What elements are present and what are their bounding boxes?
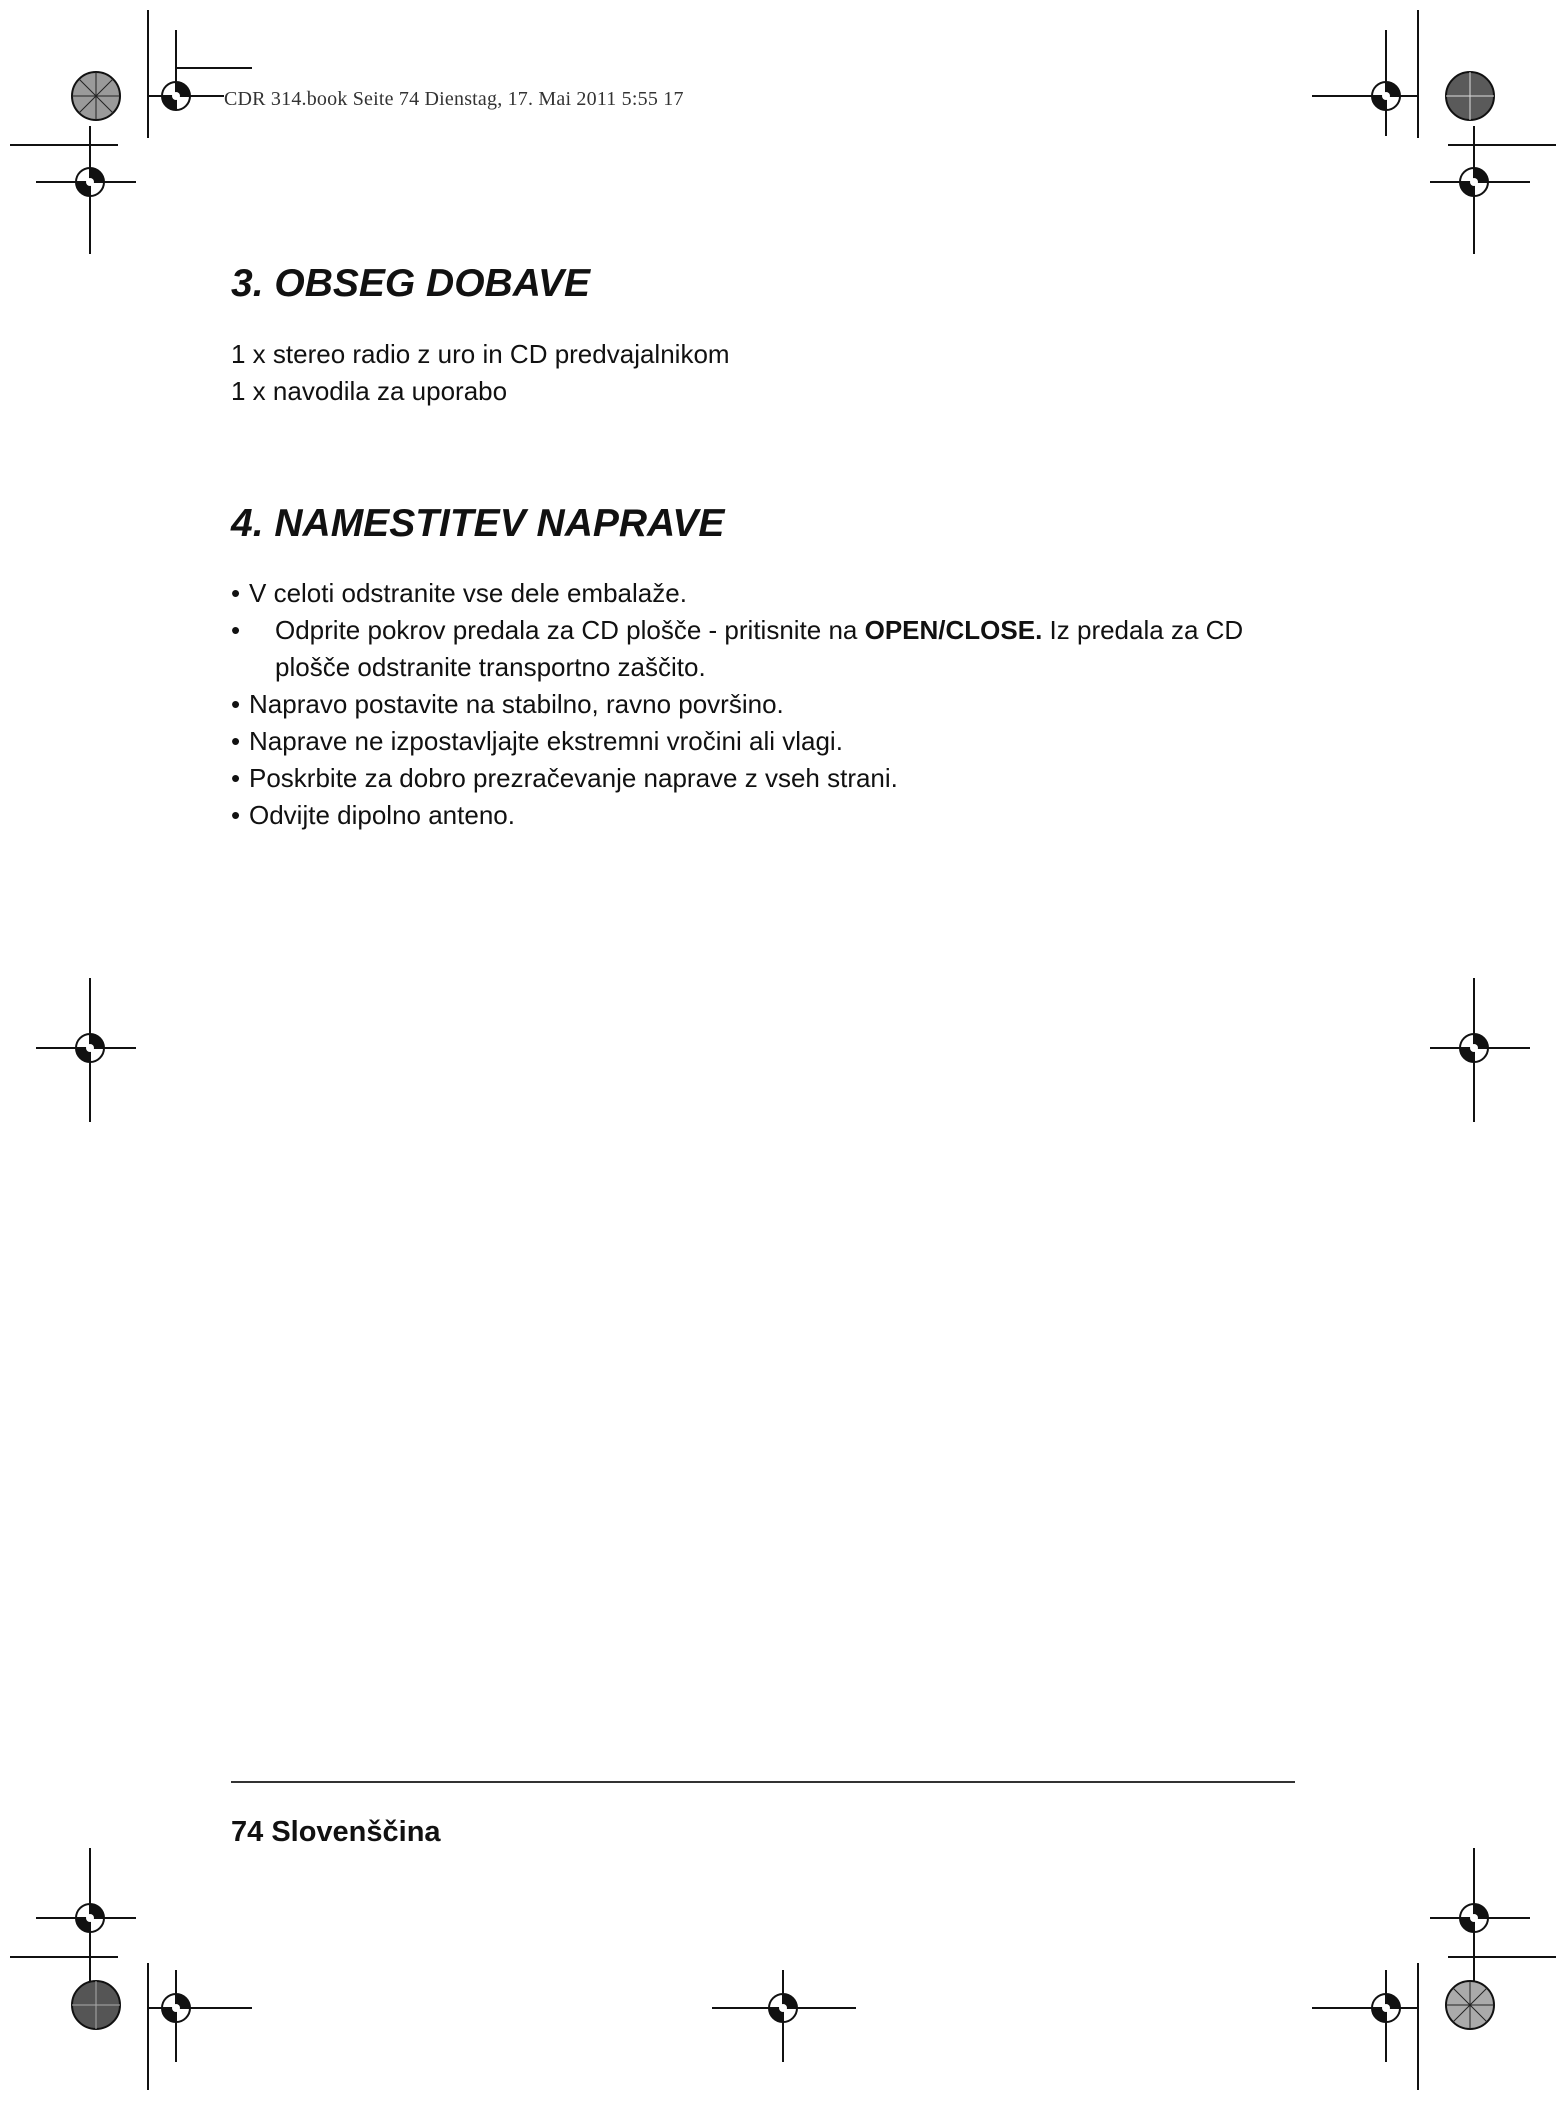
- star-target-top-right: [1446, 72, 1494, 120]
- section-3-heading: 3. OBSEG DOBAVE: [231, 262, 591, 305]
- section-4-heading: 4. NAMESTITEV NAPRAVE: [231, 502, 725, 545]
- list-item: [231, 575, 1243, 612]
- list-item: 1 x navodila za uporabo: [231, 376, 508, 406]
- step-text: Naprave ne izpostavljajte ekstremni vročini ali vlagi.: [249, 726, 843, 756]
- star-target-top-left: [72, 72, 120, 120]
- list-item: [231, 723, 1243, 760]
- list-item: [231, 686, 1243, 723]
- delivery-scope-list: [231, 336, 730, 410]
- print-slug-line: CDR 314.book Seite 74 Dienstag, 17. Mai 2011 5:55 17: [224, 88, 684, 110]
- bullet: •: [231, 615, 241, 645]
- bullet: •: [231, 726, 241, 756]
- step-text: Odvijte dipolno anteno.: [249, 800, 515, 830]
- step-text: Poskrbite za dobro prezračevanje naprave z vseh strani.: [249, 763, 898, 793]
- bullet: •: [231, 800, 241, 830]
- bullet: •: [231, 763, 241, 793]
- bullet: •: [231, 578, 241, 608]
- step-text: V celoti odstranite vse dele embalaže.: [249, 578, 687, 608]
- installation-steps-list: [231, 575, 1243, 834]
- bullet: •: [231, 689, 241, 719]
- page-footer-label: 74 Slovenščina: [231, 1816, 441, 1848]
- list-item: 1 x stereo radio z uro in CD predvajalnikom: [231, 339, 730, 369]
- open-close-key-label: OPEN/CLOSE.: [864, 615, 1043, 645]
- list-item: [231, 797, 1243, 834]
- step-text: Iz predala za CD: [1042, 615, 1244, 645]
- step-text: Napravo postavite na stabilno, ravno površino.: [249, 689, 784, 719]
- list-item: [231, 612, 1243, 649]
- footer-divider: [231, 1781, 1295, 1783]
- star-target-bottom-right: [1446, 1981, 1494, 2029]
- step-text: Odprite pokrov predala za CD plošče - pritisnite na: [275, 615, 865, 645]
- list-item-continuation: plošče odstranite transportno zaščito.: [275, 652, 706, 682]
- star-target-bottom-left: [72, 1981, 120, 2029]
- list-item: [231, 760, 1243, 797]
